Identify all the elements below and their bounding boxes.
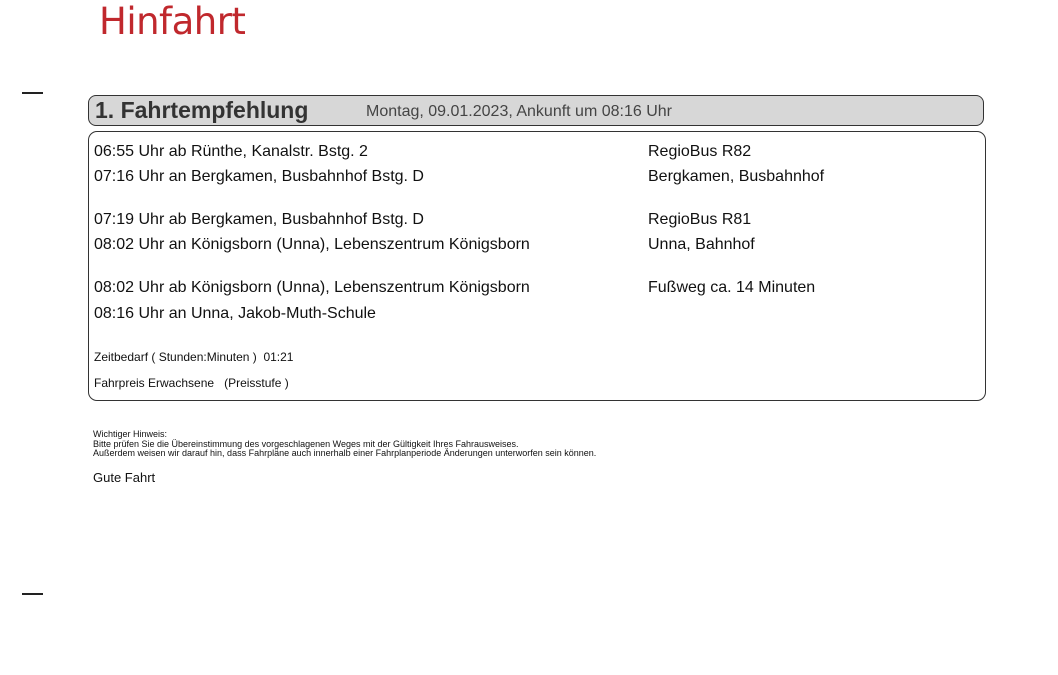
margin-mark-top: [22, 92, 43, 94]
notice-line-1: Bitte prüfen Sie die Übereinstimmung des vorgeschlagenen Weges mit der Gültigkeit Ihres Fahrausweises.: [93, 438, 519, 449]
notice-line-2: Außerdem weisen wir darauf hin, dass Fahrpläne auch innerhalb einer Fahrplanperiode Änderungen unterworfen sein können.: [93, 448, 597, 458]
notice-heading: Wichtiger Hinweis:: [93, 429, 168, 439]
duration-label: Zeitbedarf ( Stunden:Minuten ): [94, 350, 257, 364]
duration-row: [94, 350, 293, 364]
leg-3-arrival: 08:16 Uhr an Unna, Jakob-Muth-Schule: [94, 305, 376, 322]
recommendation-header: [88, 95, 984, 126]
leg-3-departure: 08:02 Uhr ab Königsborn (Unna), Lebenszentrum Königsborn: [94, 279, 530, 296]
closing-text: Gute Fahrt: [93, 470, 156, 485]
leg-2-line: RegioBus R81: [648, 211, 752, 228]
leg-1-line: RegioBus R82: [648, 143, 752, 160]
leg-2-departure: 07:19 Uhr ab Bergkamen, Busbahnhof Bstg. D: [94, 211, 424, 228]
itinerary-box: [88, 131, 986, 401]
fare-label: Fahrpreis Erwachsene: [94, 376, 215, 390]
leg-2-direction: Unna, Bahnhof: [648, 236, 755, 253]
recommendation-subtitle: Montag, 09.01.2023, Ankunft um 08:16 Uhr: [366, 103, 672, 120]
leg-1-direction: Bergkamen, Busbahnhof: [648, 168, 825, 185]
page-title: Hinfahrt: [99, 0, 246, 43]
leg-1-arrival: 07:16 Uhr an Bergkamen, Busbahnhof Bstg. D: [94, 168, 424, 185]
leg-1-departure: 06:55 Uhr ab Rünthe, Kanalstr. Bstg. 2: [94, 143, 368, 160]
fare-value: (Preisstufe ): [224, 376, 289, 390]
leg-2-arrival: 08:02 Uhr an Königsborn (Unna), Lebenszentrum Königsborn: [94, 236, 530, 253]
recommendation-title: 1. Fahrtempfehlung: [95, 97, 309, 123]
margin-mark-bottom: [22, 593, 43, 595]
duration-value: 01:21: [263, 350, 294, 364]
important-notice: [93, 430, 596, 459]
leg-3-line: Fußweg ca. 14 Minuten: [648, 279, 816, 296]
fare-row: [94, 376, 289, 390]
